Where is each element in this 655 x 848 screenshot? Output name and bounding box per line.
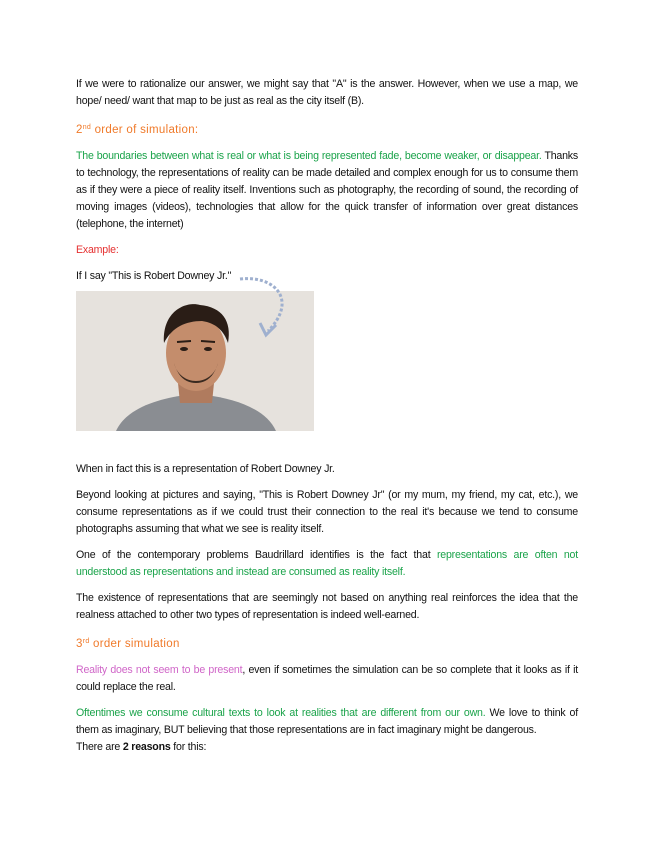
highlight-green: Oftentimes we consume cultural texts to look at realities that are different from our own.	[76, 707, 486, 719]
heading-text: order of simulation:	[91, 124, 199, 136]
paragraph-text: , even if sometimes the simulation can be so complete that it looks as if it could replace the real.	[76, 664, 578, 693]
paragraph-map-answer: If we were to rationalize our answer, we might say that "A" is the answer. However, when we use a map, we hope/ need/ want that map to be just as real as the city itself (B).	[76, 78, 578, 107]
paragraph-text: Thanks to technology, the representations of reality can be made detailed and complex enough for us to consume them as if they were a piece of reality itself. Inventions such as photography, the recording of sound, the recording of moving images (videos), technologies that allow for the quick transfer of information over great distances (telephone, the internet)	[76, 150, 578, 230]
paragraph-reasons	[76, 739, 578, 756]
paragraph-reality	[76, 662, 578, 696]
bold-text: 2 reasons	[122, 741, 171, 753]
photo-area	[76, 291, 578, 461]
paragraph-problem	[76, 547, 578, 581]
paragraph-existence: The existence of representations that are seemingly not based on anything real reinforces the idea that the realness attached to other two types of representation is indeed well-earned.	[76, 592, 578, 621]
paragraph-text: for this:	[170, 741, 207, 753]
heading-ordinal: nd	[82, 124, 92, 131]
paragraph-text: We love to think of them as imaginary, BUT believing that those representations are in fact imaginary might be dangerous.	[76, 707, 578, 736]
paragraph-text: There are	[76, 741, 123, 753]
paragraph-text: One of the contemporary problems Baudrillard identifies is the fact that	[76, 549, 437, 561]
paragraph-oftentimes	[76, 705, 578, 739]
heading-number: 3	[76, 638, 83, 650]
highlight-green: representations are often not understood as representations and instead are consumed as reality itself.	[76, 549, 578, 578]
heading-text: order simulation	[89, 638, 180, 650]
paragraph-beyond: Beyond looking at pictures and saying, "This is Robert Downey Jr" (or my mum, my friend, my cat, etc.), we consume representations as if we could trust their connection to the real it's because we tend to consume photographs assuming that what we see is reality itself.	[76, 489, 578, 535]
example-text: If I say "This is Robert Downey Jr."	[76, 270, 232, 282]
heading-third-order	[76, 633, 578, 653]
paragraph-boundaries	[76, 148, 578, 233]
heading-ordinal: rd	[82, 638, 90, 645]
heading-second-order	[76, 119, 578, 139]
paragraph-in-fact: When in fact this is a representation of Robert Downey Jr.	[76, 463, 335, 475]
example-label: Example:	[76, 244, 119, 256]
heading-number: 2	[76, 124, 83, 136]
highlight-green: The boundaries between what is real or what is being represented fade, become weaker, or disappear.	[76, 150, 542, 162]
highlight-pink: Reality does not seem to be present	[76, 664, 243, 676]
document-page	[76, 76, 578, 756]
curved-arrow-icon	[236, 271, 296, 351]
